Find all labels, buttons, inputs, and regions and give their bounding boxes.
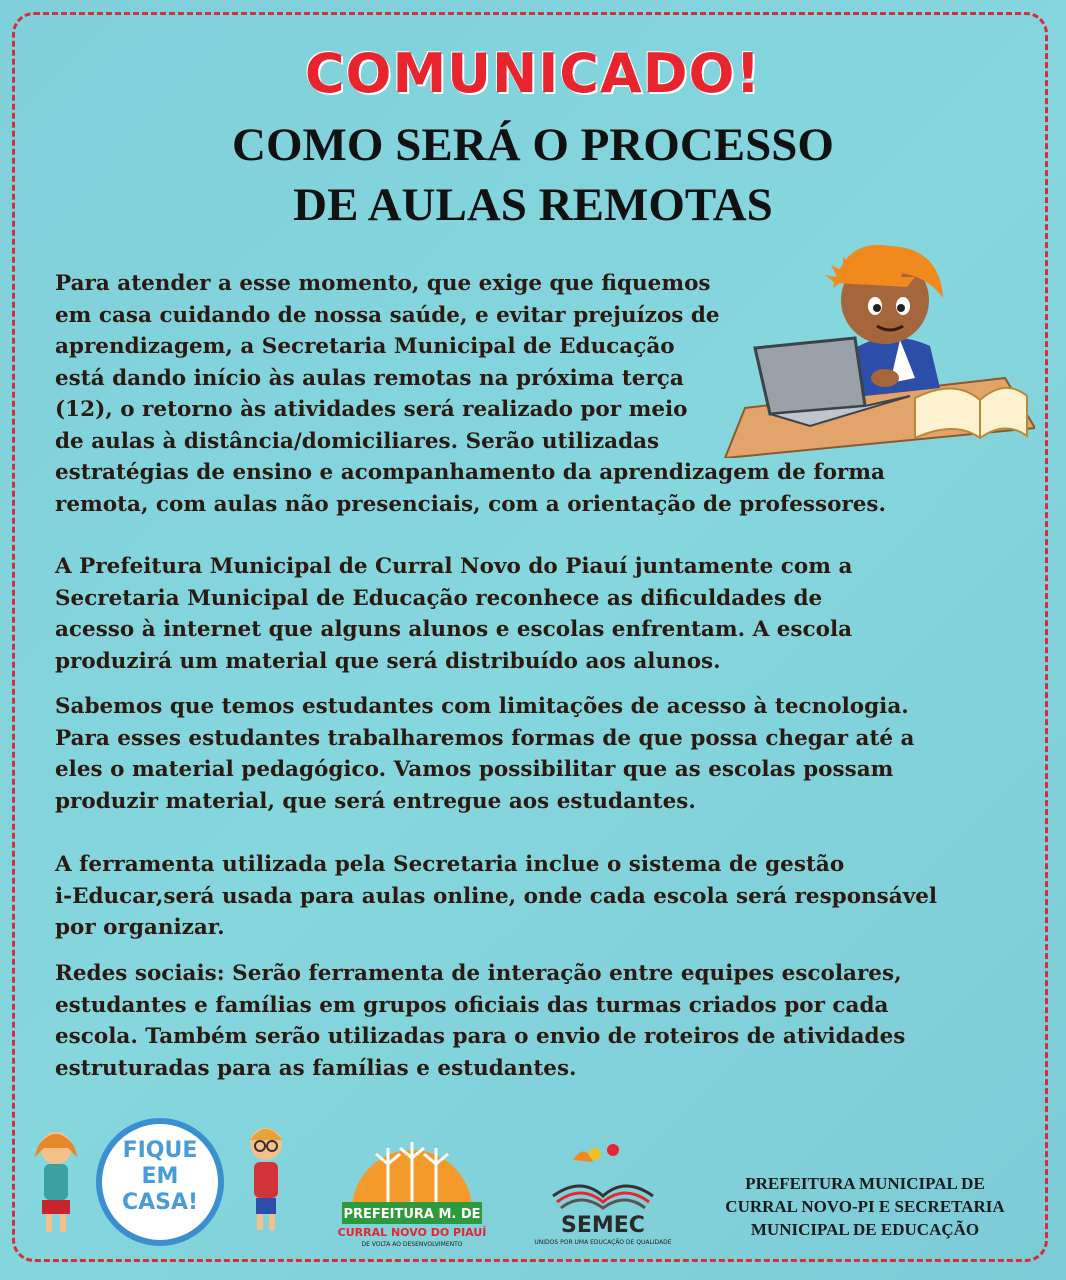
prefeitura-logo xyxy=(338,1140,486,1248)
paragraph-tool-ieducar: A ferramenta utilizada pela Secretaria inclue o sistema de gestão i-Educar,será usada para aulas online, onde cada escola será responsável por organizar. xyxy=(55,852,938,940)
org-line1: PREFEITURA MUNICIPAL DE xyxy=(745,1174,985,1193)
org-line2: CURRAL NOVO-PI E SECRETARIA xyxy=(725,1197,1005,1216)
fique-em-casa-badge xyxy=(96,1118,224,1246)
organization-credit xyxy=(700,1172,1030,1241)
prefeitura-logo-line1: PREFEITURA M. DE xyxy=(343,1207,481,1222)
fique-line3: CASA! xyxy=(121,1190,199,1215)
semec-name: SEMEC xyxy=(561,1213,645,1238)
page-title-line2: DE AULAS REMOTAS xyxy=(293,179,773,231)
semec-logo xyxy=(533,1140,673,1250)
org-line3: MUNICIPAL DE EDUCAÇÃO xyxy=(750,1220,980,1239)
paragraph-technology-limits: Sabemos que temos estudantes com limitações de acesso à tecnologia. Para esses estudantes trabalharemos formas de que possa chegar até a eles o material pedagógico. Vamos possibilitar que as escolas possam produzir material, que será entregue aos estudantes. xyxy=(55,694,915,814)
alert-title: COMUNICADO! xyxy=(304,42,762,105)
page-title-line1: COMO SERÁ O PROCESSO xyxy=(232,119,834,171)
prefeitura-logo-line2: CURRAL NOVO DO PIAUÍ xyxy=(338,1226,486,1239)
prefeitura-logo-tagline: DE VOLTA AO DESENVOLVIMENTO xyxy=(361,1241,463,1248)
paragraph-social-networks: Redes sociais: Serão ferramenta de interação entre equipes escolares, estudantes e famílias em grupos oficiais das turmas criados por cada escola. Também serão utilizadas para o envio de roteiros de atividades estruturadas para as famílias e estudantes. xyxy=(55,961,906,1081)
fique-line2: EM xyxy=(141,1164,179,1189)
fique-line1: FIQUE xyxy=(122,1138,198,1163)
paragraph-internet-access: A Prefeitura Municipal de Curral Novo do Piauí juntamente com a Secretaria Municipal de Educação reconhece as dificuldades de acesso à internet que alguns alunos e escolas enfrentam. A escola produzirá um material que será distribuído aos alunos. xyxy=(55,554,853,674)
semec-tagline: UNIDOS POR UMA EDUCAÇÃO DE QUALIDADE xyxy=(534,1239,672,1246)
paragraph-intro: Para atender a esse momento, que exige que fiquemos em casa cuidando de nossa saúde, e evitar prejuízos de aprendizagem, a Secretaria Municipal de Educação está dando início às aulas remotas na próxima terça (12), o retorno às atividades será realizado por meio de aulas à distância/domiciliares. Serão utilizadas estratégias de ensino e acompanhamento da aprendizagem de forma remota, com aulas não presenciais, com a orientação de professores. xyxy=(55,271,887,517)
